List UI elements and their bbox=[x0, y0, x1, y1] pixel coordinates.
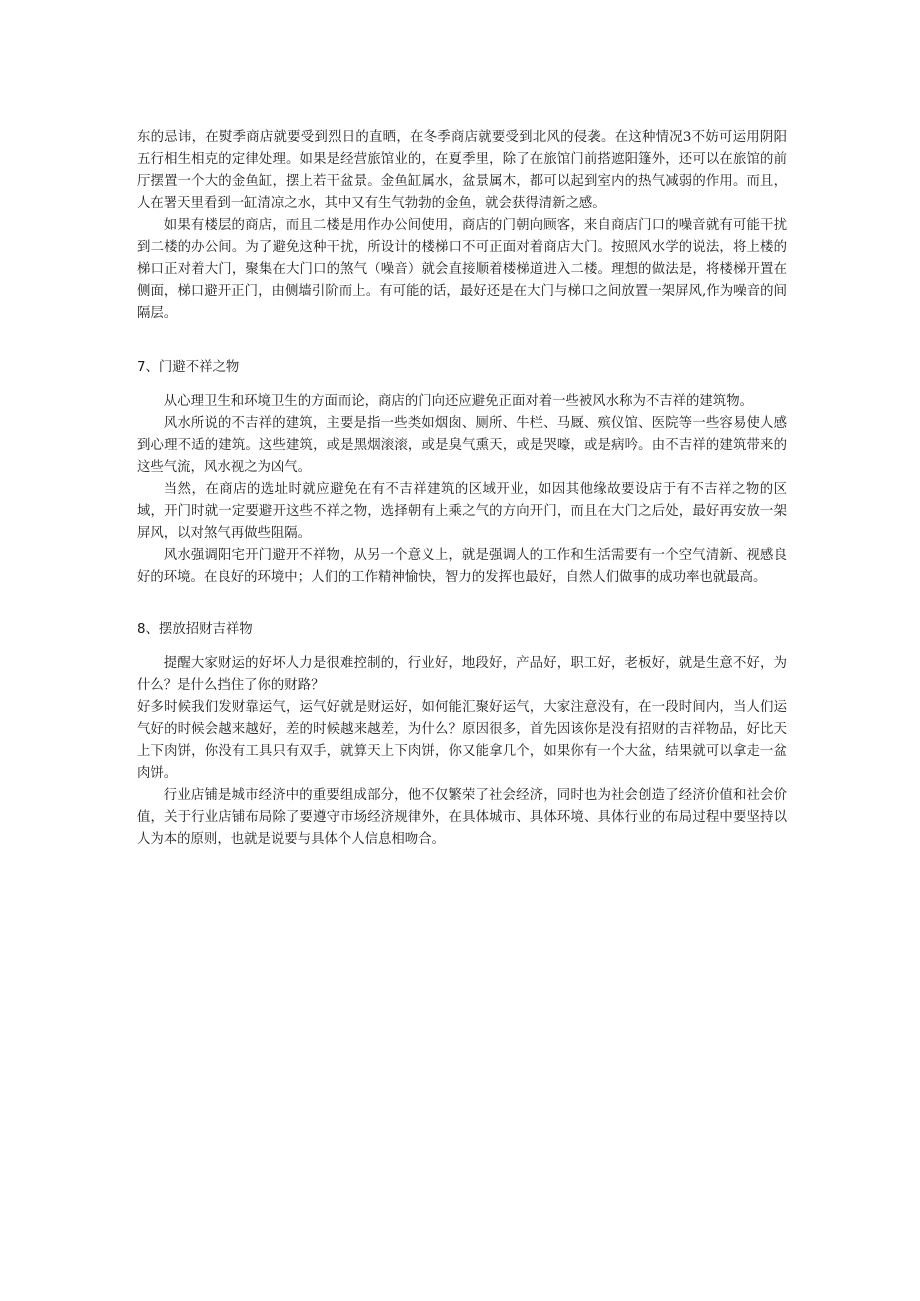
paragraph-avoid-ominous-buildings: 从心理卫生和环境卫生的方面而论，商店的门向还应避免正面对着一些被风水称为不吉祥的建筑物。 bbox=[163, 394, 753, 409]
paragraph-shop-layout: 行业店铺是城市经济中的重要组成部分，他不仅繁荣了社会经济，同时也为社会创造了经济价值和社会价值，关于行业店铺布局除了要遵守市场经济规律外，在具体城市、具体环境、具体行业的布局过程中要坚持以人为本的原则，也就是说要与具体个人信息相吻合。 bbox=[137, 788, 787, 847]
document-body bbox=[137, 127, 787, 851]
section-heading-7: 7、门避不祥之物 bbox=[137, 360, 240, 375]
section-heading-8: 8、摆放招财吉祥物 bbox=[137, 622, 253, 637]
paragraph-stair-noise: 如果有楼层的商店，而且二楼是用作办公间使用，商店的门朝向顾客，来自商店门口的噪音就有可能干扰到二楼的办公间。为了避免这种干扰，所设计的楼梯口不可正面对着商店大门。按照风水学的说法，将上楼的梯口正对着大门，聚集在大门口的煞气（噪音）就会直接顺着楼梯道进入二楼。理想的做法是，将楼梯开置在侧面，梯口避开正门，由侧墙引阶而上。有可能的话，最好还是在大门与梯口之间放置一架屏风,作为噪音的间隔层。 bbox=[137, 218, 787, 321]
paragraph-ominous-buildings-definition: 风水所说的不吉祥的建筑，主要是指一些类如烟囱、厕所、牛栏、马厩、殡仪馆、医院等一些容易使人感到心理不适的建筑。这些建筑，或是黑烟滚滚，或是臭气熏天，或是哭嚎，或是病吟。由不吉祥的建筑带来的这些气流，风水视之为凶气。 bbox=[137, 416, 787, 475]
paragraph-fortune-control: 提醒大家财运的好坏人力是很难控制的，行业好，地段好，产品好，职工好，老板好，就是生意不好，为什么？是什么挡住了你的财路？ bbox=[137, 656, 787, 693]
paragraph-luck: 好多时候我们发财靠运气，运气好就是财运好，如何能汇聚好运气，大家注意没有，在一段时间内，当人们运气好的时候会越来越好，差的时候越来越差，为什么？原因很多，首先因该你是没有招财的吉祥物品，好比天上下肉饼，你没有工具只有双手，就算天上下肉饼，你又能拿几个，如果你有一个大盆，结果就可以拿走一盆肉饼。 bbox=[137, 700, 787, 781]
paragraph-site-selection: 当然，在商店的选址时就应避免在有不吉祥建筑的区域开业，如因其他缘故要设店于有不吉祥之物的区域，开门时就一定要避开这些不祥之物，选择朝有上乘之气的方向开门，而且在大门之后处，最好再安放一架屏风，以对煞气再做些阻隔。 bbox=[137, 482, 787, 541]
paragraph-good-environment: 风水强调阳宅开门避开不祥物，从另一个意义上，就是强调人的工作和生活需要有一个空气清新、视感良好的环境。在良好的环境中；人们的工作精神愉快，智力的发挥也最好，自然人们做事的成功率也就最高。 bbox=[137, 548, 787, 585]
paragraph-summer-sun: 东的忌讳，在熨季商店就要受到烈日的直晒，在冬季商店就要受到北风的侵袭。在这种情况3不妨可运用阴阳五行相生相克的定律处理。如果是经营旅馆业的，在夏季里，除了在旅馆门前搭遮阳篷外，还可以在旅馆的前厅摆置一个大的金鱼缸，摆上若干盆景。金鱼缸属水，盆景属木，都可以起到室内的热气减弱的作用。而且，人在署天里看到一缸清凉之水，其中又有生气勃勃的金鱼，就会获得清新之感。 bbox=[137, 130, 787, 211]
